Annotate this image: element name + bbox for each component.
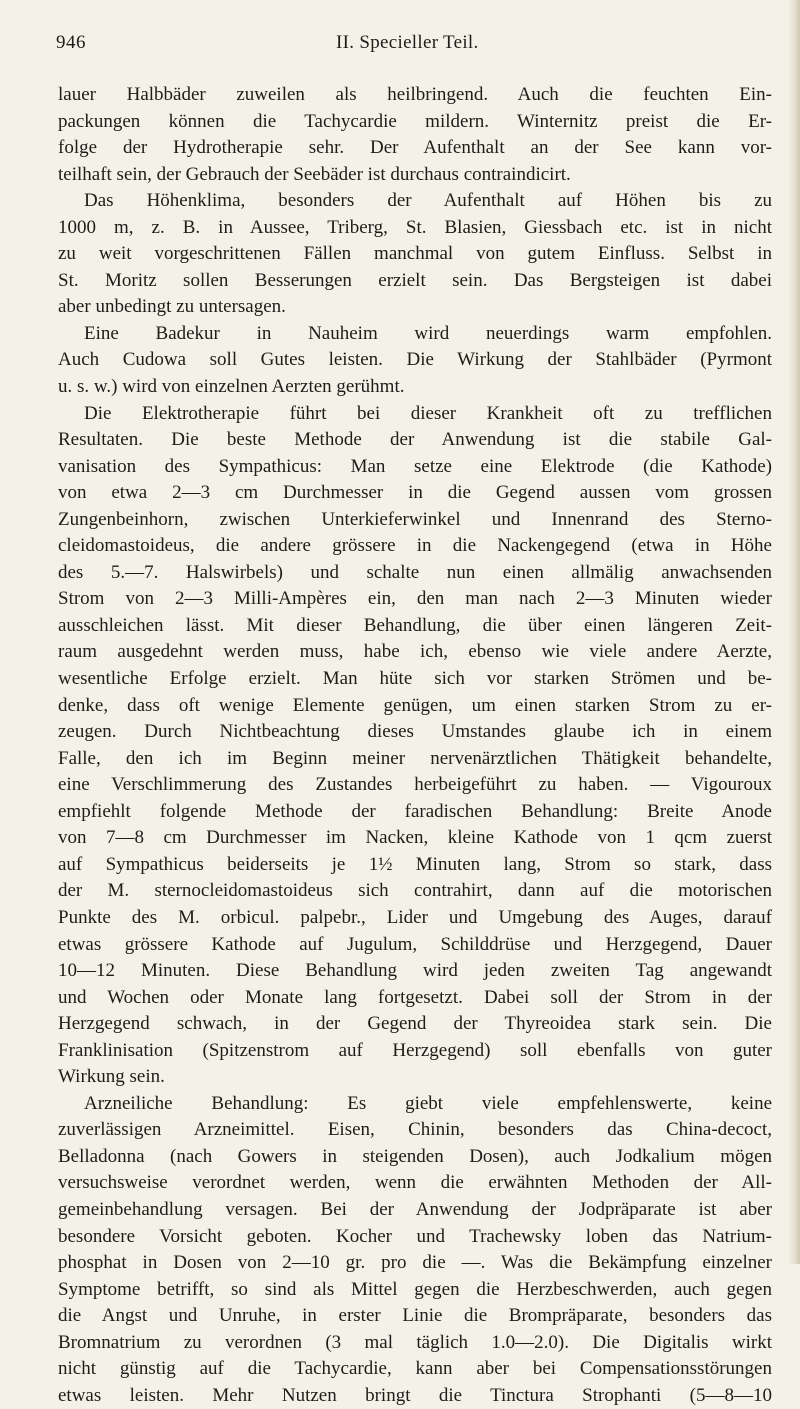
page-number: 946 [56,32,86,53]
text-line: nicht günstig auf die Tachycardie, kann aber bei Compensationsstörungen [58,1358,772,1380]
text-line: Die Elektrotherapie führt bei dieser Krankheit oft zu trefflichen [84,402,772,424]
text-line: auf Sympathicus beiderseits je 1½ Minuten lang, Strom so stark, dass [58,853,772,875]
text-line: die Angst und Unruhe, in erster Linie die Brompräparate, besonders das [58,1305,772,1327]
text-line: versuchsweise verordnet werden, wenn die erwähnten Methoden der All- [58,1172,772,1194]
text-line: raum ausgedehnt werden muss, habe ich, ebenso wie viele andere Aerzte, [58,641,772,663]
text-line: der M. sternocleidomastoideus sich contrahirt, dann auf die motorischen [58,880,772,902]
text-line: Franklinisation (Spitzenstrom auf Herzgegend) soll ebenfalls von guter [58,1039,772,1061]
body-text [58,82,772,1409]
text-line: besondere Vorsicht geboten. Kocher und Trachewsky loben das Natrium- [58,1225,772,1247]
text-line: von 7—8 cm Durchmesser im Nacken, kleine Kathode von 1 qcm zuerst [58,827,772,849]
text-line: von etwa 2—3 cm Durchmesser in die Gegend aussen vom grossen [58,482,772,504]
text-line: empfiehlt folgende Methode der faradischen Behandlung: Breite Anode [58,800,772,822]
text-line: zu weit vorgeschrittenen Fällen manchmal von gutem Einfluss. Selbst in [58,243,772,265]
text-line: vanisation des Sympathicus: Man setze eine Elektrode (die Kathode) [58,455,772,477]
text-line: Das Höhenklima, besonders der Aufenthalt auf Höhen bis zu [84,190,772,212]
text-line: ausschleichen lässt. Mit dieser Behandlung, die über einen längeren Zeit- [58,614,772,636]
text-line: denke, dass oft wenige Elemente genügen, um einen starken Strom zu er- [58,694,772,716]
text-line: aber unbedingt zu untersagen. [58,296,286,318]
text-line: Falle, den ich im Beginn meiner nervenärztlichen Thätigkeit behandelte, [58,747,772,769]
text-line: Strom von 2—3 Milli-Ampères ein, den man nach 2—3 Minuten wieder [58,588,772,610]
text-line: Resultaten. Die beste Methode der Anwendung ist die stabile Gal- [58,429,772,451]
text-line: Zungenbeinhorn, zwischen Unterkieferwinkel und Innenrand des Sterno- [58,508,772,530]
text-line: Punkte des M. orbicul. palpebr., Lider und Umgebung des Auges, darauf [58,906,772,928]
text-line: und Wochen oder Monate lang fortgesetzt. Dabei soll der Strom in der [58,986,772,1008]
text-line: Belladonna (nach Gowers in steigenden Dosen), auch Jodkalium mögen [58,1145,772,1167]
text-line: Symptome betrifft, so sind als Mittel gegen die Herzbeschwerden, auch gegen [58,1278,772,1300]
text-line: St. Moritz sollen Besserungen erzielt sein. Das Bergsteigen ist dabei [58,269,772,291]
text-line: gemeinbehandlung versagen. Bei der Anwendung der Jodpräparate ist aber [58,1198,772,1220]
text-line: 10—12 Minuten. Diese Behandlung wird jeden zweiten Tag angewandt [58,960,772,982]
page-edge-shadow [788,0,800,1264]
text-line: u. s. w.) wird von einzelnen Aerzten gerühmt. [58,376,405,398]
text-line: zuverlässigen Arzneimittel. Eisen, Chinin, besonders das China-decoct, [58,1119,772,1141]
text-line: lauer Halbbäder zuweilen als heilbringend. Auch die feuchten Ein- [58,84,772,105]
text-line: Bromnatrium zu verordnen (3 mal täglich 1.0—2.0). Die Digitalis wirkt [58,1331,772,1353]
text-line: 1000 m, z. B. in Aussee, Triberg, St. Blasien, Giessbach etc. ist in nicht [58,216,772,238]
section-title: II. Specieller Teil. [336,32,479,53]
text-line: teilhaft sein, der Gebrauch der Seebäder ist durchaus contraindicirt. [58,163,571,185]
text-line: Herzgegend schwach, in der Gegend der Thyreoidea stark sein. Die [58,1013,772,1035]
text-line: packungen können die Tachycardie mildern. Winternitz preist die Er- [58,110,772,132]
text-line: etwas leisten. Mehr Nutzen bringt die Tinctura Strophanti (5—8—10 [58,1384,772,1406]
text-line: etwas grössere Kathode auf Jugulum, Schilddrüse und Herzgegend, Dauer [58,933,772,955]
text-line: Arzneiliche Behandlung: Es giebt viele empfehlenswerte, keine [84,1092,772,1114]
text-line: zeugen. Durch Nichtbeachtung dieses Umstandes glaube ich in einem [58,721,772,743]
text-line: des 5.—7. Halswirbels) und schalte nun einen allmälig anwachsenden [58,561,772,583]
text-line: eine Verschlimmerung des Zustandes herbeigeführt zu haben. — Vigouroux [58,774,772,796]
text-line: folge der Hydrotherapie sehr. Der Aufenthalt an der See kann vor- [58,137,772,159]
text-line: phosphat in Dosen von 2—10 gr. pro die —. Was die Bekämpfung einzelner [58,1252,772,1274]
text-line: cleidomastoideus, die andere grössere in die Nackengegend (etwa in Höhe [58,535,772,557]
text-line: Wirkung sein. [58,1066,165,1088]
running-head [56,32,756,58]
text-line: wesentliche Erfolge erzielt. Man hüte sich vor starken Strömen und be- [58,668,772,690]
text-line: Auch Cudowa soll Gutes leisten. Die Wirkung der Stahlbäder (Pyrmont [58,349,772,371]
text-line: Eine Badekur in Nauheim wird neuerdings warm empfohlen. [84,322,772,344]
